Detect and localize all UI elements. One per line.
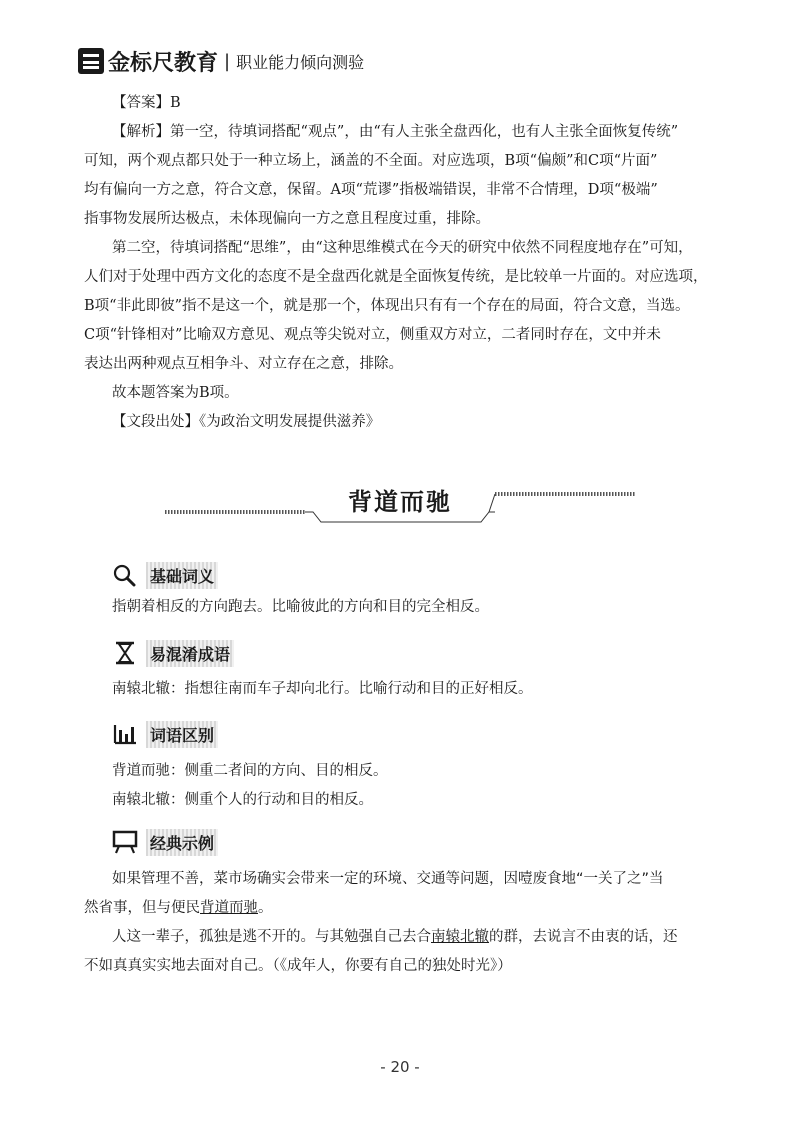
hourglass-icon [112,641,138,665]
section-label-examples: 经典示例 [146,829,218,856]
analysis-line-4: 指事物发展所达极点，未体现偏向一方之意且程度过重，排除。 [84,211,490,227]
example-2-highlight: 南辕北辙 [431,929,489,945]
section-difference [112,722,218,746]
section-examples [112,830,218,854]
section-basic-meaning [112,563,218,587]
difference-line-1: 背道而驰：侧重二者间的方向、目的相反。 [112,763,388,779]
analysis-line-1: 【解析】第一空，待填词搭配“观点”，由“有人主张全盘西化，也有人主张全面恢复传统” [112,124,679,140]
section-label-difference: 词语区别 [146,721,218,748]
source-line: 【文段出处】《为政治文明发展提供滋养》 [112,414,381,430]
example-2-line-1 [112,930,678,945]
answer-line: 【答案】B [112,95,181,111]
page-number: - 20 - [380,1058,420,1076]
basic-meaning-text: 指朝着相反的方向跑去。比喻彼此的方向和目的完全相反。 [112,599,489,615]
header-separator: | [224,50,231,72]
brand-name: 金标尺教育 [108,50,219,76]
analysis-line-9: 表达出两种观点互相争斗、对立存在之意，排除。 [84,356,403,372]
example-2-line-2: 不如真真实实地去面对自己。（《成年人，你要有自己的独处时光》） [84,958,512,974]
idiom-title-banner [165,478,635,528]
confusable-text: 南辕北辙：指想往南而车子却向北行。比喻行动和目的正好相反。 [112,681,533,697]
blackboard-icon [112,830,138,854]
analysis-line-7: B项“非此即彼”指不是这一个，就是那一个，体现出只有有一个存在的局面，符合文意，当选。 [84,298,690,314]
bar-chart-icon [112,722,138,746]
idiom-title: 背道而驰 [348,487,452,516]
analysis-line-6: 人们对于处理中西方文化的态度不是全盘西化就是全面恢复传统，是比较单一片面的。对应选项， [84,269,708,285]
analysis-line-3: 均有偏向一方之意，符合文意，保留。A项“荒谬”指极端错误，非常不合情理，D项“极端” [84,182,658,198]
analysis-line-5: 第二空，待填词搭配“思维”，由“这种思维模式在今天的研究中依然不同程度地存在”可知， [112,240,693,256]
example-1-text-pre: 然省事，但与便民 [84,900,200,916]
section-label-confusable: 易混淆成语 [146,640,234,667]
example-1-text-post: 。 [258,900,273,916]
analysis-line-8: C项“针锋相对”比喻双方意见、观点等尖锐对立，侧重双方对立，二者同时存在，文中并未 [84,327,661,343]
header-subtitle: 职业能力倾向测验 [236,52,365,72]
example-2-text-pre: 人这一辈子，孤独是逃不开的。与其勉强自己去合 [112,929,431,945]
page-header [78,46,364,76]
difference-line-2: 南辕北辙：侧重个人的行动和目的相反。 [112,792,373,808]
example-1-line-1: 如果管理不善，菜市场确实会带来一定的环境、交通等问题，因噎废食地“一关了之”当 [112,871,664,887]
example-1-highlight: 背道而驰 [200,900,258,916]
conclusion-line: 故本题答案为B项。 [112,385,239,401]
example-2-text-post: 的群，去说言不由衷的话，还 [489,929,678,945]
magnifier-icon [112,563,138,587]
example-1-line-2 [84,901,273,916]
analysis-line-2: 可知，两个观点都只处于一种立场上，涵盖的不全面。对应选项，B项“偏颇”和C项“片面” [84,153,658,169]
section-label-basic: 基础词义 [146,562,218,589]
brand-logo-icon [78,48,104,74]
section-confusable [112,641,234,665]
